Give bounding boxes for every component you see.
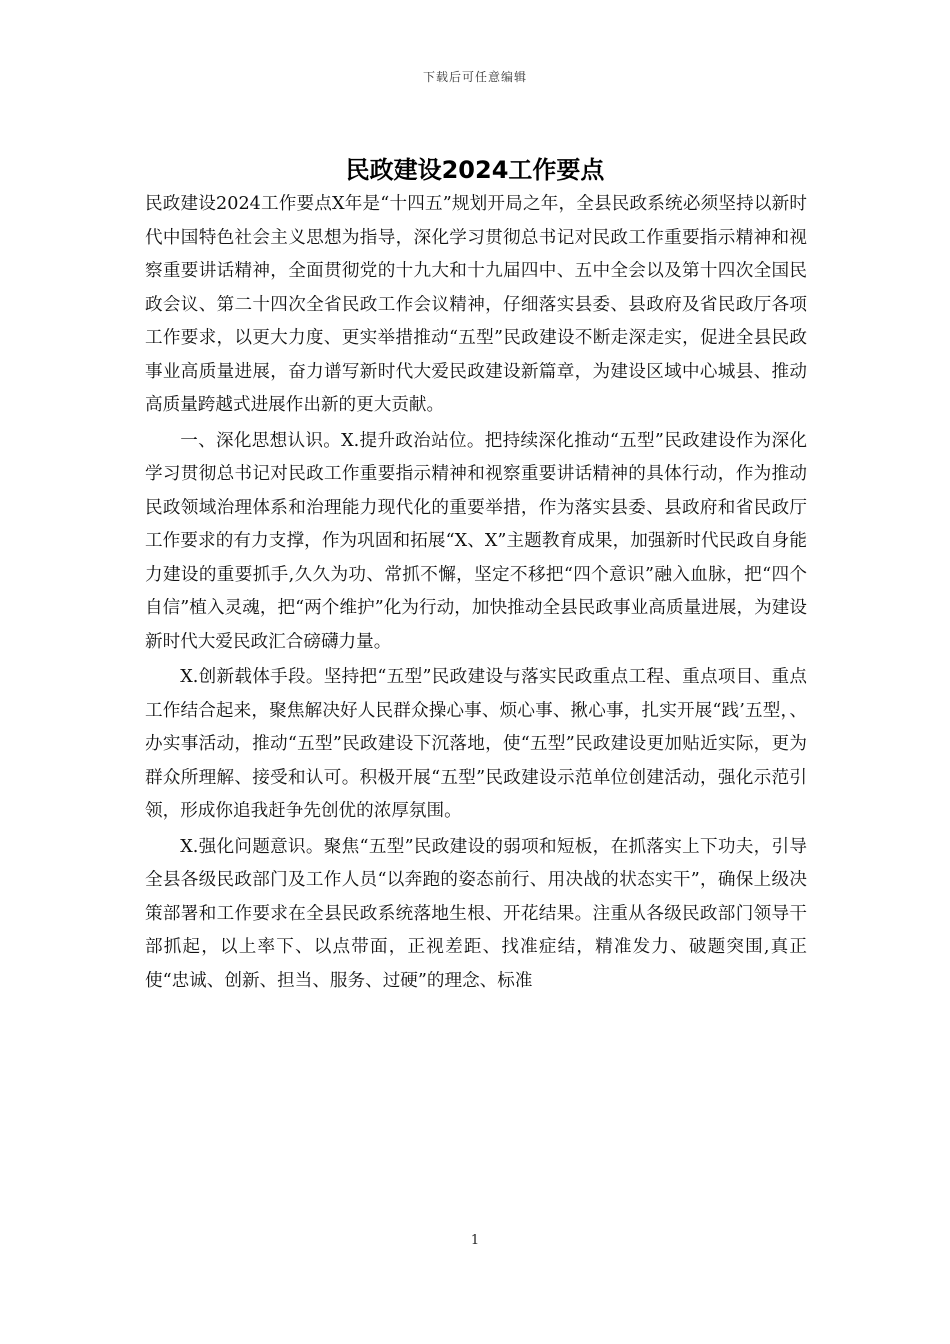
paragraph-problem-awareness: X.强化问题意识。聚焦“五型”民政建设的弱项和短板，在抓落实上下功夫，引导全县各级民政部门及工作人员“以奔跑的姿态前行、用决战的状态实干”，确保上级决策部署和工作要求在全县民政系统落地生根、开花结果。注重从各级民政部门领导干部抓起，以上率下、以点带面，正视差距、找准症结，精准发力、破题突围,真正使“忠诚、创新、担当、服务、过硬”的理念、标准 [145, 836, 807, 991]
paragraph-section-one: 一、深化思想认识。X.提升政治站位。把持续深化推动“五型”民政建设作为深化学习贯彻总书记对民政工作重要指示精神和视察重要讲话精神的具体行动，作为推动民政领域治理体系和治理能力现代化的重要举措，作为落实县委、县政府和省民政厅工作要求的有力支撑，作为巩固和拓展“X、X”主题教育成果，加强新时代民政自身能力建设的重要抓手,久久为功、常抓不懈，坚定不移把“四个意识”融入血脉，把“四个自信”植入灵魂，把“两个维护”化为行动，加快推动全县民政事业高质量进展，为建设新时代大爱民政汇合磅礴力量。 [145, 430, 807, 652]
paragraph-intro: 民政建设2024工作要点X年是“十四五”规划开局之年，全县民政系统必须坚持以新时代中国特色社会主义思想为指导，深化学习贯彻总书记对民政工作重要指示精神和视察重要讲话精神，全面贯彻党的十九大和十九届四中、五中全会以及第十四次全国民政会议、第二十四次全省民政工作会议精神，仔细落实县委、县政府及省民政厅各项工作要求，以更大力度、更实举措推动“五型”民政建设不断走深走实，促进全县民政事业高质量进展，奋力谱写新时代大爱民政建设新篇章，为建设区域中心城县、推动高质量跨越式进展作出新的更大贡献。 [145, 194, 807, 415]
header-note: 下载后可任意编辑 [422, 70, 527, 84]
page-number: 1 [470, 1233, 480, 1248]
document-body [145, 188, 807, 998]
paragraph-innovation: X.创新载体手段。坚持把“五型”民政建设与落实民政重点工程、重点项目、重点工作结合起来，聚焦解决好人民群众操心事、烦心事、揪心事，扎实开展“践’五型，、办实事活动，推动“五型”民政建设下沉落地，使“五型”民政建设更加贴近实际，更为群众所理解、接受和认可。积极开展“五型”民政建设示范单位创建活动，强化示范引领，形成你追我赶争先创优的浓厚氛围。 [145, 667, 807, 821]
document-title: 民政建设2024工作要点 [345, 156, 605, 184]
